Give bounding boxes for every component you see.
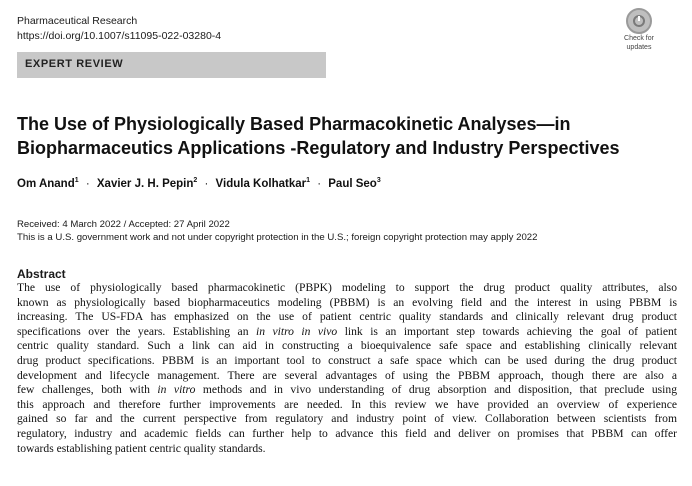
title-line-1: The Use of Physiologically Based Pharmacokinetic Analyses—in (17, 114, 571, 134)
abstract-line: gained so far and the current perspective from regulatory and industry point of view. Collaboration between scientists from (17, 412, 677, 426)
article-type-banner (17, 52, 326, 78)
abstract-line: drug product specifications. PBBM is an important tool to construct a safe space which can be used during the drug product (17, 353, 677, 367)
author-separator: · (317, 178, 322, 190)
abstract-line: towards establishing patient centric quality standards. (17, 441, 266, 455)
author-name[interactable]: Vidula Kolhatkar (215, 178, 307, 190)
doi-link[interactable]: https://doi.org/10.1007/s11095-022-03280-4 (17, 30, 222, 42)
author-name[interactable]: Paul Seo (328, 178, 377, 190)
abstract-text: specifications over the years. Establishing an (17, 324, 256, 338)
abstract-italic: in vitro in vivo (255, 324, 338, 338)
abstract-text: link is an important step towards achieving the goal of patient (337, 324, 677, 338)
author-affiliation: 2 (193, 177, 198, 185)
abstract-line: The use of physiologically based pharmacokinetic (PBPK) modeling to support the drug product quality attributes, also (17, 281, 677, 294)
abstract-body (17, 281, 677, 456)
abstract-line: increasing. The US-FDA has emphasized on the use of patient centric quality standards and clinically relevant drug product (17, 310, 677, 324)
abstract-line: centric quality standard. Such a link can aid in constructing a bioequivalence safe space and establishing clinically relevant (17, 339, 677, 353)
author-name[interactable]: Om Anand (17, 178, 75, 190)
author-affiliation: 3 (376, 177, 381, 185)
publication-dates (17, 218, 537, 244)
title-line-2: Biopharmaceutics Applications -Regulatory and Industry Perspectives (17, 138, 620, 158)
abstract-text: few challenges, both with (17, 383, 158, 397)
copyright-notice: This is a U.S. government work and not under copyright protection in the U.S.; foreign copyright protection may apply 2022 (17, 232, 538, 243)
article-title (17, 112, 677, 160)
abstract-line: this approach and therefore further improvements are needed. In this review we have provided an overview of experience (17, 397, 677, 411)
author-affiliation: 1 (74, 177, 79, 185)
abstract-line (17, 325, 677, 340)
badge-label-2: updates (626, 44, 652, 51)
article-type-label: EXPERT REVIEW (25, 58, 124, 70)
abstract-line: development and lifecycle management. There are several advantages of using the PBBM approach, though there are also a (17, 368, 677, 382)
author-separator: · (204, 178, 209, 190)
received-accepted: Received: 4 March 2022 / Accepted: 27 April 2022 (17, 219, 230, 230)
journal-name: Pharmaceutical Research (17, 15, 138, 27)
journal-header (17, 14, 221, 44)
abstract-line (17, 383, 677, 398)
abstract-text: methods and in vivo understanding of drug absorption and disposition, that preclude using (195, 383, 677, 397)
author-list (17, 178, 381, 190)
abstract-italic: in vitro (157, 383, 196, 397)
check-for-updates-badge[interactable] (620, 8, 658, 51)
badge-label-1: Check for (624, 35, 654, 42)
author-separator: · (85, 178, 90, 190)
abstract-line: known as physiologically based biopharmaceutics modeling (PBBM) is an evolving field and the interest in using PBBM is (17, 295, 677, 309)
author-name[interactable]: Xavier J. H. Pepin (96, 178, 194, 190)
check-for-updates-icon (626, 8, 652, 34)
author-affiliation: 1 (306, 177, 310, 185)
abstract-line: regulatory, industry and academic fields can further help to advance this field and deliver on promises that PBBM can offer (17, 426, 677, 440)
abstract-heading: Abstract (17, 267, 66, 281)
